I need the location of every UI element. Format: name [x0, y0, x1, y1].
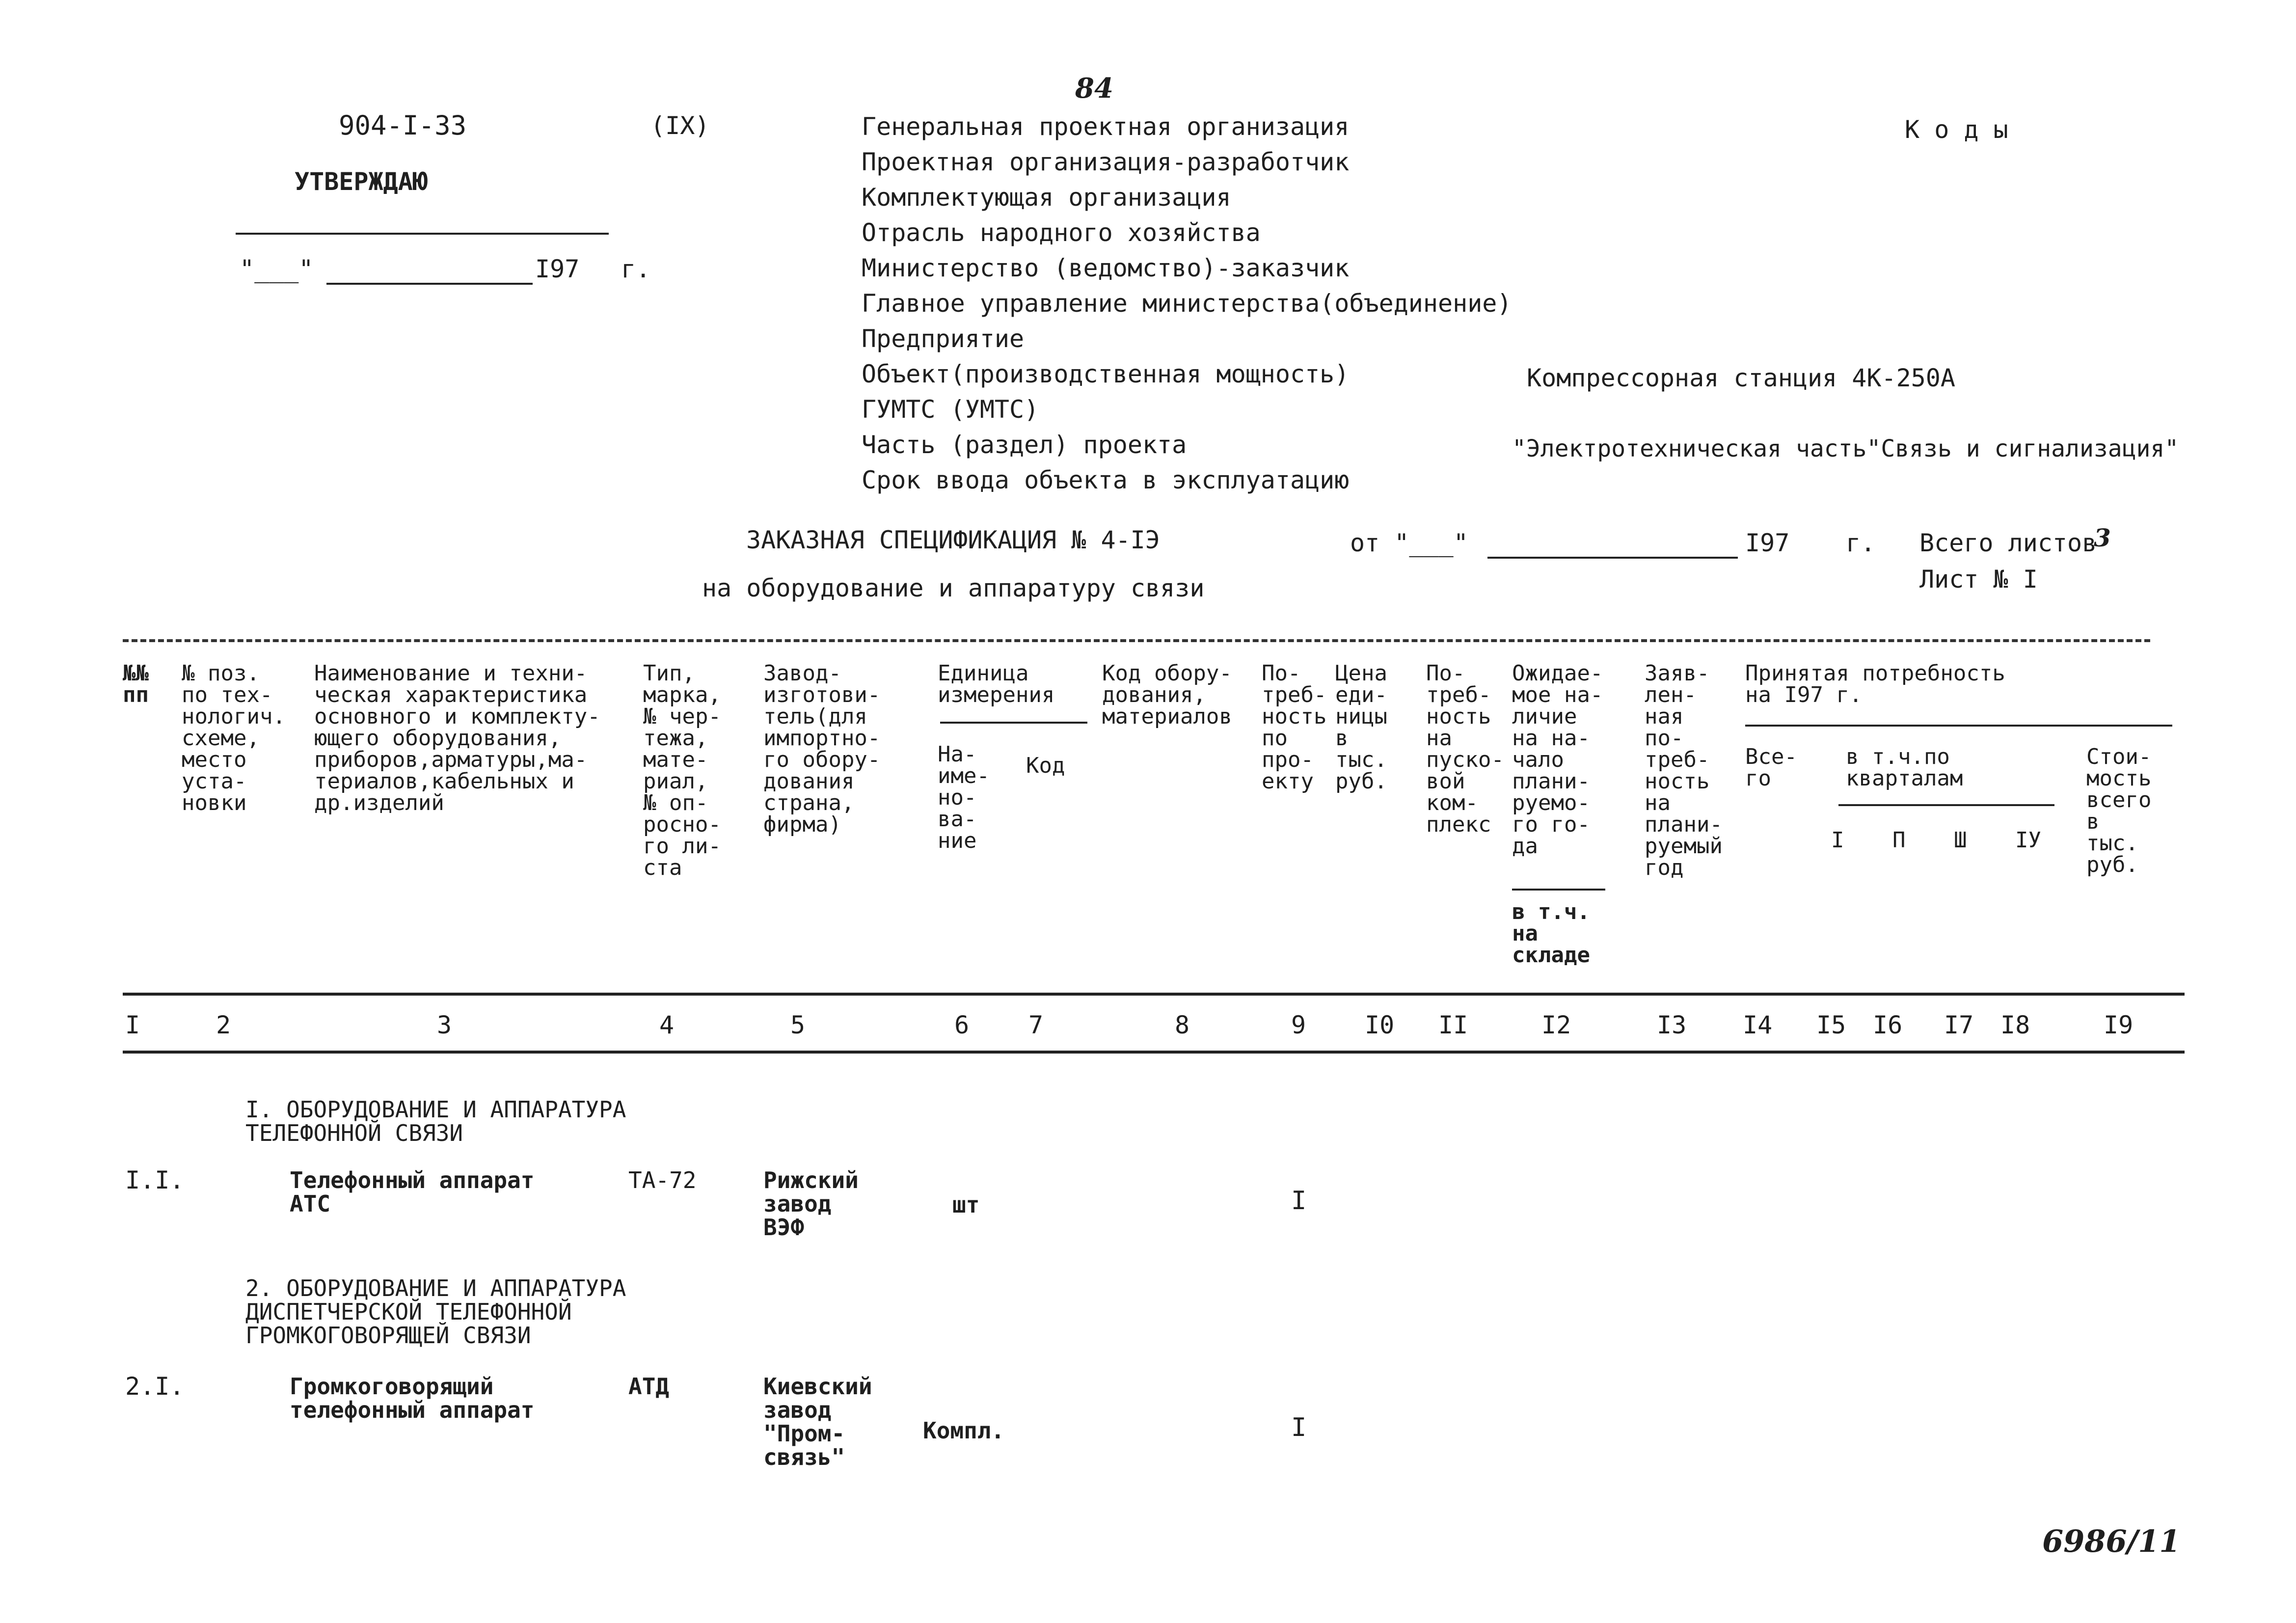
column-number: I8 — [2000, 1011, 2030, 1039]
org-label: Отрасль народного хозяйства — [862, 218, 1261, 247]
col-header-7: Код — [1026, 753, 1065, 778]
col-header-4: Тип, марка, № чер- тежа, мате- риал, № оп- росно- го ли- ста — [643, 661, 721, 880]
column-number: 6 — [954, 1011, 970, 1039]
org-label: Срок ввода объекта в эксплуатацию — [862, 466, 1350, 494]
row-number: 2.I. — [125, 1372, 185, 1401]
column-number: I9 — [2104, 1011, 2134, 1039]
spec-date-line — [1487, 557, 1738, 559]
column-number: 8 — [1175, 1011, 1190, 1039]
section-title: I. ОБОРУДОВАНИЕ И АППАРАТУРА ТЕЛЕФОННОЙ СВЯЗИ — [245, 1096, 626, 1146]
unit-header-rule — [940, 722, 1087, 724]
spec-year-suffix: г. — [1846, 529, 1876, 557]
column-number: 5 — [790, 1011, 806, 1039]
col-header-13: Заяв- лен- ная по- треб- ность на плани- руемый год — [1645, 661, 1723, 880]
col-header-2: № поз. по тех- нологич. схеме, место уста- новки — [182, 661, 286, 815]
accepted-header-rule — [1745, 725, 2172, 727]
col-header-8: Код обору- дования, материалов — [1102, 661, 1232, 729]
col-header-6-7: Единица измерения — [938, 661, 1055, 707]
row-maker: Киевский завод "Пром- связь" — [763, 1373, 872, 1470]
part-value: "Электротехническая часть"Связь и сигнализация" — [1512, 435, 2179, 462]
approve-signature-line — [236, 233, 609, 235]
col-header-5: Завод- изготови- тель(для импортно- го обору- дования страна, фирма) — [763, 661, 881, 837]
org-label: Часть (раздел) проекта — [862, 431, 1187, 459]
row-name: Громкоговорящий телефонный аппарат — [290, 1373, 535, 1423]
quarter-2: П — [1892, 828, 1906, 853]
quarters-header-rule — [1838, 804, 2054, 806]
spec-year: I97 — [1745, 529, 1790, 557]
section-title: 2. ОБОРУДОВАНИЕ И АППАРАТУРА ДИСПЕТЧЕРСКОЙ ТЕЛЕФОННОЙ ГРОМКОГОВОРЯЩЕЙ СВЯЗИ — [245, 1275, 626, 1349]
column-number: I5 — [1816, 1011, 1846, 1039]
total-sheets-value: 3 — [2094, 523, 2111, 552]
column-number: I3 — [1657, 1011, 1687, 1039]
stock-header-rule — [1512, 889, 1605, 891]
col-header-12b: в т.ч. на складе — [1512, 899, 1590, 968]
org-label: Предприятие — [862, 325, 1025, 353]
column-number: I2 — [1541, 1011, 1571, 1039]
org-label: Объект(производственная мощность) — [862, 360, 1350, 388]
col-header-3: Наименование и техни- ческая характеристика основного и комплекту- ющего оборудования, приборов,арматуры,ма- териалов,кабельных и др.изделий — [314, 661, 600, 815]
column-number: 3 — [437, 1011, 452, 1039]
col-header-9: По- треб- ность по про- екту — [1262, 661, 1327, 794]
org-label: Проектная организация-разработчик — [862, 148, 1350, 176]
org-label: Министерство (ведомство)-заказчик — [862, 254, 1350, 282]
approve-date-prefix: "___" — [240, 255, 314, 283]
column-number: I4 — [1743, 1011, 1773, 1039]
row-quantity: I — [1291, 1186, 1307, 1216]
col-header-10: Цена еди- ницы в тыс. руб. — [1335, 661, 1387, 794]
col-header-14-18: Принятая потребность на I97 г. — [1745, 661, 2005, 707]
header-bottom-rule — [123, 993, 2185, 996]
col-header-12: Ожидае- мое на- личие на на- чало плани- руемо- го го- да — [1512, 661, 1603, 859]
quarter-1: I — [1831, 828, 1844, 853]
spec-date-prefix: от "___" — [1350, 529, 1468, 557]
col-header-6: На- име- но- ва- ние — [938, 742, 990, 853]
approve-date-line — [326, 283, 533, 285]
row-type: ТА-72 — [628, 1167, 697, 1193]
row-unit: шт — [952, 1191, 980, 1218]
column-number: I — [125, 1011, 140, 1039]
page-number: 84 — [1075, 72, 1113, 105]
org-label: Главное управление министерства(объединение) — [862, 289, 1512, 318]
row-type: АТД — [628, 1373, 670, 1400]
section-roman: (IX) — [650, 111, 710, 140]
col-header-1: №№ пп — [123, 661, 149, 707]
column-number: I6 — [1873, 1011, 1903, 1039]
row-number: I.I. — [125, 1166, 185, 1194]
column-number: II — [1438, 1011, 1468, 1039]
col-header-19: Стои- мость всего в тыс. руб. — [2086, 744, 2152, 877]
row-maker: Рижский завод ВЭФ — [763, 1167, 859, 1241]
column-number: 4 — [659, 1011, 675, 1039]
approve-year-suffix: г. — [621, 255, 651, 283]
row-unit: Компл. — [923, 1417, 1005, 1444]
codes-label: К о д ы — [1905, 115, 2008, 144]
column-numbers-rule — [123, 1051, 2185, 1054]
spec-subtitle: на оборудование и аппаратуру связи — [702, 574, 1205, 602]
footer-code: 6986/11 — [2042, 1523, 2181, 1559]
col-header-14: Все- го — [1745, 744, 1797, 791]
org-label: ГУМТС (УМТС) — [862, 395, 1039, 424]
column-number: I0 — [1365, 1011, 1395, 1039]
sheet-number: Лист № I — [1919, 565, 2038, 594]
row-quantity: I — [1291, 1413, 1307, 1442]
column-number: 7 — [1028, 1011, 1044, 1039]
column-number: 9 — [1291, 1011, 1306, 1039]
doc-code: 904-I-33 — [339, 110, 467, 141]
quarter-3: Ш — [1954, 828, 1967, 853]
org-label: Комплектующая организация — [862, 183, 1231, 212]
row-name: Телефонный аппарат АТС — [290, 1167, 535, 1217]
approve-year: I97 — [535, 255, 580, 283]
quarter-4: IУ — [2015, 828, 2041, 853]
org-label: Генеральная проектная организация — [862, 112, 1350, 141]
col-header-15-18: в т.ч.по кварталам — [1846, 744, 1963, 791]
approve-label: УТВЕРЖДАЮ — [295, 167, 428, 196]
column-number: 2 — [216, 1011, 231, 1039]
col-header-11: По- треб- ность на пуско- вой ком- плекс — [1426, 661, 1504, 837]
column-number: I7 — [1944, 1011, 1974, 1039]
object-value: Компрессорная станция 4К-250А — [1527, 364, 1955, 392]
table-top-rule — [123, 639, 2150, 642]
spec-title: ЗАКАЗНАЯ СПЕЦИФИКАЦИЯ № 4-IЭ — [746, 526, 1160, 554]
total-sheets-label: Всего листов — [1919, 529, 2097, 557]
